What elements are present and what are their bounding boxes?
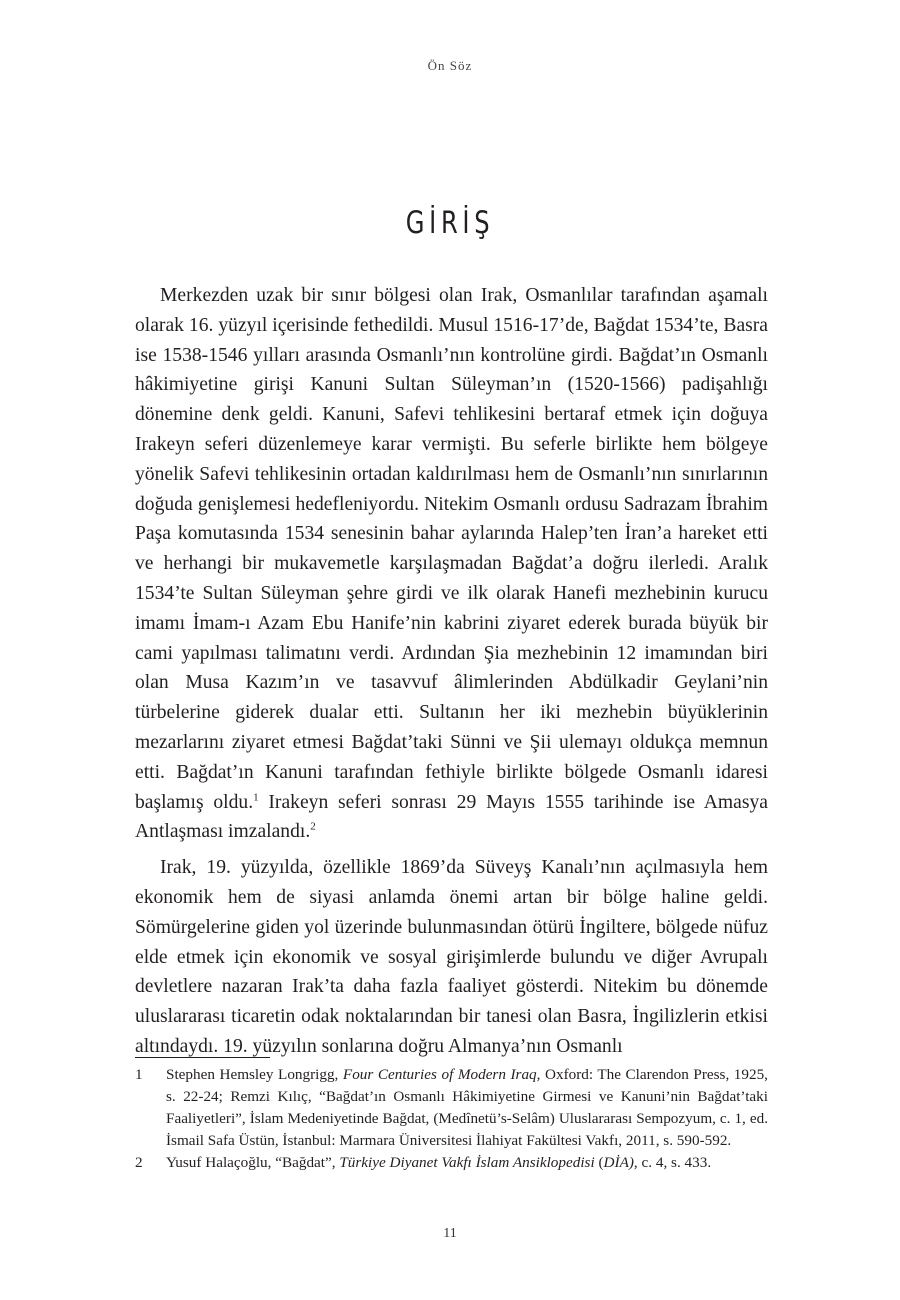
footnote-number: 2 — [135, 1154, 143, 1171]
footnote-ref-2[interactable]: 2 — [310, 820, 316, 833]
footnote-text-part: Yusuf Halaçoğlu, “Bağdat”, — [166, 1154, 340, 1171]
footnote-book-title: Four Centuries of Modern Iraq — [342, 1066, 537, 1083]
paragraph-1-text-a: Merkezden uzak bir sınır bölgesi olan Irak, Osmanlılar tarafından aşamalı olarak 16. yüzyıl içerisinde fethedildi. Musul 1516-17’de, Bağdat 1534’te, Basra ise 1538-1546 yılları arasında Osmanlı’nın kontrolüne girdi. Bağdat’ın Osmanlı hâkimiyetine girişi Kanuni Sultan Süleyman’ın (1520-1566) padişahlığı dönemine denk geldi. Kanuni, Safevi tehlikesini bertaraf etmek için doğuya Irakeyn seferi düzenlemeye karar vermişti. Bu seferle birlikte hem bölgeye yönelik Safevi tehlikesinin ortadan kaldırılması hem de Osmanlı’nın sınırlarının doğuda genişlemesi hedefleniyordu. Nitekim Osmanlı ordusu Sadrazam İbrahim Paşa komutasında 1534 senesinin bahar aylarında Halep’ten İran’a hareket etti ve herhangi bir mukavemetle karşılaşmadan Bağdat’a doğru ilerledi. Aralık 1534’te Sultan Süleyman şehre girdi ve ilk olarak Hanefi mezhebinin kurucu imamı İmam-ı Azam Ebu Hanife’nin kabrini ziyaret ederek burada büyük bir cami yapılması talimatını verdi. Ardından Şia mezhebinin 12 imamından biri olan Musa Kazım’ın ve tasavvuf âlimlerinden Abdülkadir Geylani’nin türbelerine giderek dualar etti. Sultanın her iki mezhebin büyüklerinin mezarlarını ziyaret etmesi Bağdat’taki Sünni ve Şii ulemayı oldukça memnun etti. Bağdat’ın Kanuni tarafından fethiyle birlikte bölgede Osmanlı idaresi başlamış oldu. — [135, 285, 768, 813]
footnote-1 — [135, 1064, 768, 1152]
paragraph-1-text-b: Irakeyn seferi sonrası 29 Mayıs 1555 tarihinde ise Amasya Antlaşması imzalandı. — [135, 791, 768, 843]
footnote-text — [166, 1064, 768, 1152]
footnotes — [135, 1064, 768, 1174]
footnote-text-part: , c. 4, s. 433. — [633, 1154, 712, 1171]
footnote-text-part: ( — [594, 1154, 604, 1171]
running-head: Ön Söz — [427, 58, 473, 73]
body-text — [135, 281, 768, 1068]
footnote-text-part: Stephen Hemsley Longrigg, — [166, 1066, 343, 1083]
footnote-text-part: , Oxford: The Clarendon Press, 1925, s. 22-24; Remzi Kılıç, “Bağdat’ın Osmanlı Hâkimiyetine Girmesi ve Kanuni’nin Bağdat’taki Faaliyetleri”, İslam Medeniyetinde Bağdat, (Medînetü’s-Selâm) Uluslararası Sempozyum, c. 1, ed. İsmail Safa Üstün, İstanbul: Marmara Üniversitesi İlahiyat Fakültesi Vakfı, 2011, s. 590-592. — [166, 1066, 768, 1149]
footnote-text — [166, 1152, 768, 1174]
footnote-abbreviation: DİA) — [603, 1154, 634, 1171]
footnote-ref-1[interactable]: 1 — [253, 791, 259, 804]
paragraph-1 — [135, 281, 768, 847]
footnote-encyclopedia-title: Türkiye Diyanet Vakfı İslam Ansiklopedisi — [339, 1154, 595, 1171]
paragraph-2 — [135, 853, 768, 1062]
paragraph-2-text: Irak, 19. yüzyılda, özellikle 1869’da Süveyş Kanalı’nın açılmasıyla hem ekonomik hem de siyasi anlamda önemi artan bir bölge haline geldi. Sömürgelerine giden yol üzerinde bulunmasından ötürü İngiltere, bölgede nüfuz elde etmek için ekonomik ve sosyal girişimlerde bulundu ve diğer Avrupalı devletlere nazaran Irak’ta daha fazla faaliyet gösterdi. Nitekim bu dönemde uluslararası ticaretin odak noktalarından bir tanesi olan Basra, İngilizlerin etkisi altındaydı. 19. yüzyılın sonlarına doğru Almanya’nın Osmanlı — [135, 857, 768, 1057]
footnote-divider — [135, 1057, 270, 1058]
footnote-2 — [135, 1152, 768, 1174]
chapter-title: GİRİŞ — [405, 205, 495, 241]
footnote-number: 1 — [135, 1066, 143, 1083]
page-number: 11 — [443, 1226, 457, 1241]
